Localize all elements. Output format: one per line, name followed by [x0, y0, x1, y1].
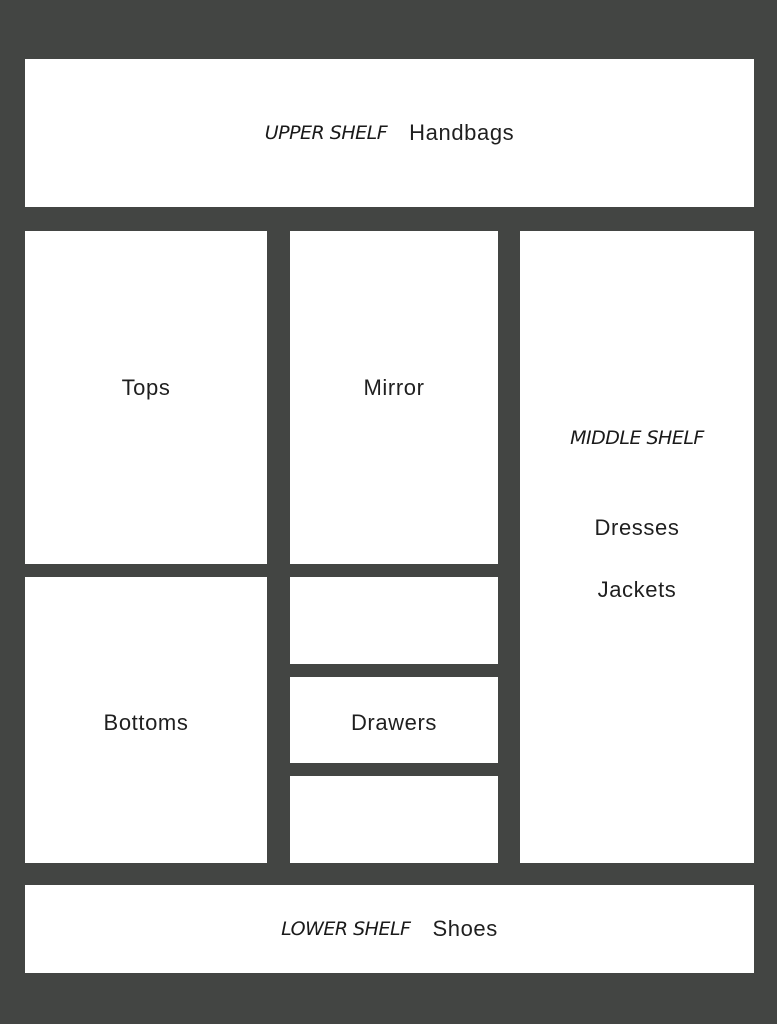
lower-shelf-title: LOWER SHELF	[281, 918, 411, 940]
bottoms-panel	[25, 577, 267, 863]
middle-shelf-panel	[520, 231, 754, 863]
tops-label: Tops	[121, 375, 171, 400]
drawers-label: Drawers	[350, 710, 438, 735]
tops-panel	[25, 231, 267, 564]
lower-shelf-panel	[25, 885, 754, 973]
drawer-bottom	[290, 776, 498, 863]
middle-shelf-item-jackets: Jackets	[597, 577, 677, 602]
upper-shelf-item: Handbags	[409, 120, 515, 145]
upper-shelf-title: UPPER SHELF	[264, 122, 388, 144]
bottoms-label: Bottoms	[103, 710, 189, 735]
drawer-top	[290, 577, 498, 664]
drawer-middle	[290, 677, 498, 763]
middle-shelf-item-dresses: Dresses	[594, 515, 680, 540]
mirror-label: Mirror	[363, 375, 425, 400]
middle-shelf-title: MIDDLE SHELF	[570, 427, 704, 449]
upper-shelf-panel	[25, 59, 754, 207]
mirror-panel	[290, 231, 498, 564]
lower-shelf-item: Shoes	[432, 916, 498, 941]
